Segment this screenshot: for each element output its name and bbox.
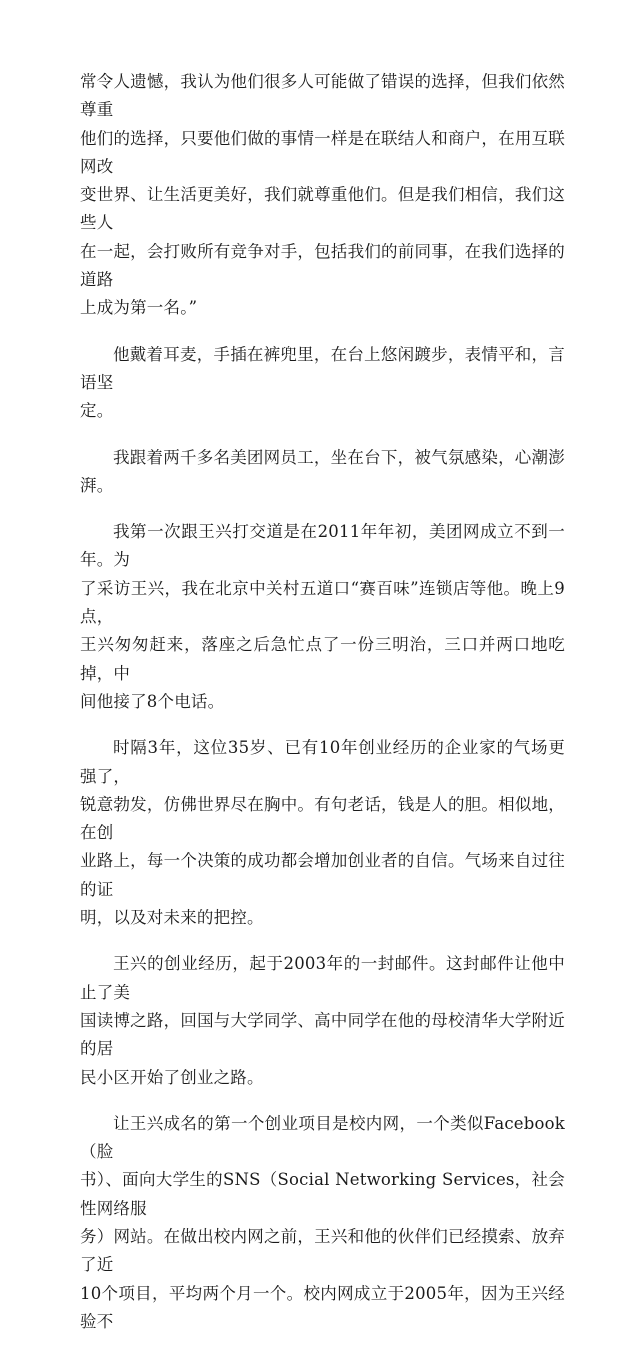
paragraph-5: 时隔3年，这位35岁、已有10年创业经历的企业家的气场更强了， 锐意勃发，仿佛世界尽在胸中。有句老话，钱是人的胆。相似地，在创 业路上，每一个决策的成功都会增加创业者的自信。气场来自过往的证 明，以及对未来的把控。	[80, 738, 565, 928]
paragraph-4: 我第一次跟王兴打交道是在2011年年初，美团网成立不到一年。为 了采访王兴，我在北京中关村五道口“赛百味”连锁店等他。晚上9点， 王兴匆匆赶来，落座之后急忙点了一份三明治，三口并两口地吃掉，中 间他接了8个电话。	[80, 522, 565, 711]
paragraph-1: 常令人遗憾，我认为他们很多人可能做了错误的选择，但我们依然尊重 他们的选择，只要他们做的事情一样是在联结人和商户，在用互联网改 变世界、让生活更美好，我们就尊重他们。但是我们相信，我们这些人 在一起，会打败所有竞争对手，包括我们的前同事，在我们选择的道路 上成为第一名。”	[80, 72, 565, 318]
paragraph-6: 王兴的创业经历，起于2003年的一封邮件。这封邮件让他中止了美 国读博之路，回国与大学同学、高中同学在他的母校清华大学附近的居 民小区开始了创业之路。	[80, 954, 565, 1087]
document-body	[80, 68, 565, 1354]
paragraph-3: 我跟着两千多名美团网员工，坐在台下，被气氛感染，心潮澎湃。	[80, 447, 565, 495]
paragraph-2: 他戴着耳麦，手插在裤兜里，在台上悠闲踱步，表情平和，言语坚 定。	[80, 344, 565, 421]
paragraph-7: 让王兴成名的第一个创业项目是校内网，一个类似Facebook（脸 书）、面向大学生的SNS（Social Networking Services，社会性网络服 务）网站。在做出校内网之前，王兴和他的伙伴们已经摸索、放弃了近 10个项目，平均两个月一个。校内网成立于2005年，因为王兴经验不	[80, 1113, 565, 1331]
